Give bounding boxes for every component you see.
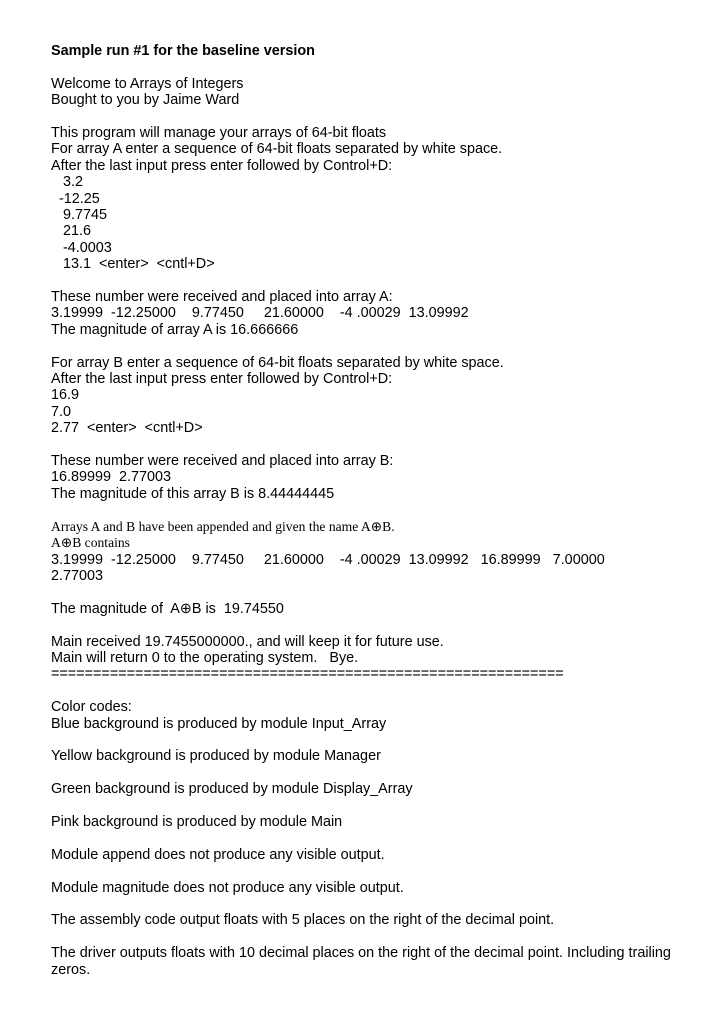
note-append: Module append does not produce any visible output. <box>51 846 385 863</box>
welcome-line: Welcome to Arrays of Integers <box>51 75 244 92</box>
append-magnitude-line: The magnitude of A⊕B is 19.74550 <box>51 600 284 617</box>
spacer <box>51 584 711 600</box>
array-a-prompt-line: This program will manage your arrays of 64-bit floats <box>51 125 387 141</box>
spacer <box>51 798 711 814</box>
array-a-received-line: These number were received and placed into array A: <box>51 289 393 306</box>
main-received-line: Main received 19.7455000000., and will keep it for future use. <box>51 633 444 650</box>
color-code-green: Green background is produced by module Display_Array <box>51 781 413 798</box>
color-codes-heading: Color codes: <box>51 699 132 716</box>
spacer <box>51 896 711 912</box>
note-driver: The driver outputs floats with 10 decimal places on the right of the decimal point. Including trailing zeros. <box>51 945 671 978</box>
spacer <box>51 765 711 781</box>
array-b-prompt-line: After the last input press enter followed by Control+D: <box>51 371 393 388</box>
array-a-magnitude-line: The magnitude of array A is 16.666666 <box>51 321 299 338</box>
spacer <box>51 830 711 846</box>
array-b-input-line: 16.9 <box>51 387 80 404</box>
spacer <box>51 437 711 453</box>
array-a-prompt-line: For array A enter a sequence of 64-bit floats separated by white space. <box>51 141 503 158</box>
append-contains-line: A⊕B contains <box>51 535 130 551</box>
author-line: Bought to you by Jaime Ward <box>51 92 240 109</box>
array-a-prompt-line: After the last input press enter followed by Control+D: <box>51 157 393 174</box>
document-page <box>51 43 711 978</box>
spacer <box>51 863 711 879</box>
array-a-input-line: 9.7745 <box>51 207 108 224</box>
document-title: Sample run #1 for the baseline version <box>51 43 315 59</box>
array-b-input-line: 7.0 <box>51 403 72 420</box>
array-b-input-line: 2.77 <enter> <cntl+D> <box>51 420 203 437</box>
array-b-values-line: 16.89999 2.77003 <box>51 469 172 486</box>
color-code-pink: Pink background is produced by module Main <box>51 813 343 830</box>
spacer <box>51 617 711 633</box>
array-a-input-line: 3.2 <box>51 174 83 191</box>
spacer <box>51 732 711 748</box>
array-b-prompt-line: For array B enter a sequence of 64-bit floats separated by white space. <box>51 354 504 371</box>
array-b-received-line: These number were received and placed into array B: <box>51 453 394 470</box>
spacer <box>51 109 711 125</box>
separator-line: ============================================================= <box>51 666 564 683</box>
spacer <box>51 273 711 289</box>
color-code-yellow: Yellow background is produced by module Manager <box>51 748 381 765</box>
spacer <box>51 929 711 945</box>
spacer <box>51 502 711 518</box>
spacer <box>51 338 711 354</box>
array-a-input-line: 13.1 <enter> <cntl+D> <box>51 256 215 273</box>
append-values-line: 3.19999 -12.25000 9.77450 21.60000 -4 .00029 13.09992 16.89999 7.00000 <box>51 551 605 568</box>
color-code-blue: Blue background is produced by module Input_Array <box>51 715 387 732</box>
note-magnitude: Module magnitude does not produce any visible output. <box>51 879 404 896</box>
array-a-input-line: -12.25 <box>51 190 100 207</box>
array-a-values-line: 3.19999 -12.25000 9.77450 21.60000 -4 .00029 13.09992 <box>51 305 469 322</box>
array-a-input-line: -4.0003 <box>51 239 112 256</box>
append-notice-line: Arrays A and B have been appended and given the name A⊕B. <box>51 518 395 534</box>
main-return-line: Main will return 0 to the operating system. Bye. <box>51 649 359 666</box>
array-b-magnitude-line: The magnitude of this array B is 8.44444445 <box>51 485 335 502</box>
array-a-input-line: 21.6 <box>51 223 92 240</box>
note-assembly: The assembly code output floats with 5 places on the right of the decimal point. <box>51 912 555 929</box>
spacer <box>51 683 711 699</box>
spacer <box>51 59 711 75</box>
append-values-line: 2.77003 <box>51 567 104 584</box>
